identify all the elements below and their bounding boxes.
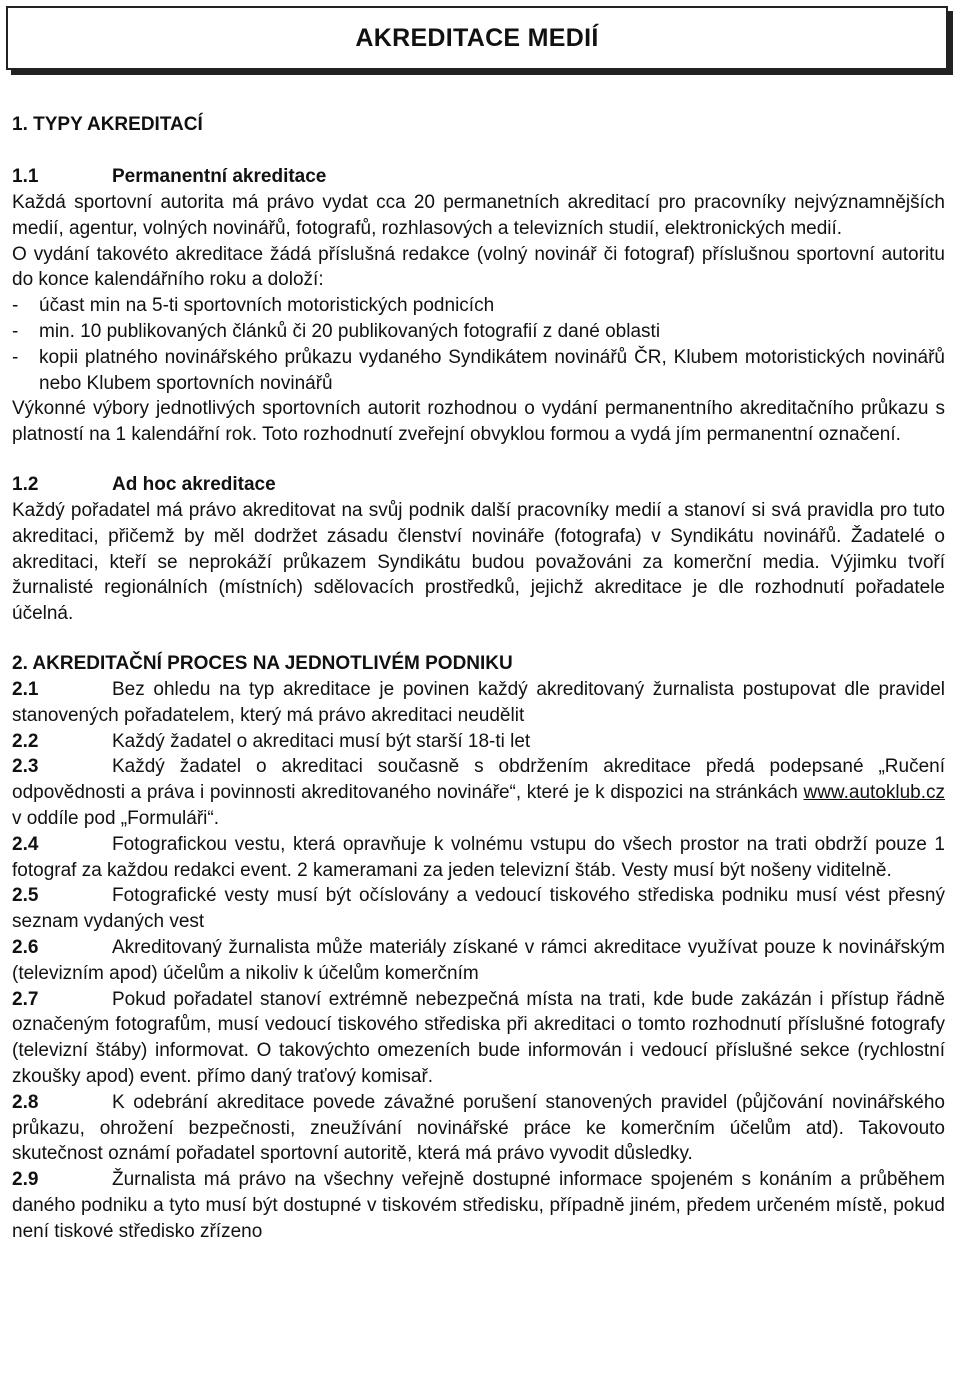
clause-2-2: 2.2 Každý žadatel o akreditaci musí být starší 18-ti let bbox=[12, 730, 531, 752]
list-item: - účast min na 5-ti sportovních motoristických podnicích bbox=[12, 295, 495, 317]
clause-2-1: 2.1 Bez ohledu na typ akreditace je povinen každý akreditovaný žurnalista postupovat dle pravidel stanovených pořadatelem, který má právo akreditaci neudělit bbox=[12, 678, 945, 726]
subsection-1-2-num-sub: 2 bbox=[27, 473, 39, 495]
clause-2-9: 2.9 Žurnalista má právo na všechny veřejně dostupné informace spojeném s konáním a průběhem daného podniku a tyto musí být dostupné v tiskovém středisku, případně jiném, předem určeném místě, pokud není tiskové středisko zřízeno bbox=[12, 1169, 945, 1242]
list-item: - kopii platného novinářského průkazu vydaného Syndikátem novinářů ČR, Klubem motoristických novinářů nebo Klubem sportovních novinářů bbox=[12, 346, 945, 394]
list-item: - min. 10 publikovaných článků či 20 publikovaných fotografií z dané oblasti bbox=[12, 320, 661, 342]
paragraph: Každý pořadatel má právo akreditovat na svůj podnik další pracovníky medií a stanoví si svá pravidla pro tuto akreditaci, přičemž by měl dodržet zásadu členství novináře (fotografa) v Syndikátu novinářů. Žadatelé o akreditaci, kteří se neprokáží průkazem Syndikátu budou považováni za komerční media. Výjimku tvoří žurnalisté regionálních (místních) sdělovacích prostředků, jejichž akreditace je dle rozhodnutí pořadatele účelná. bbox=[12, 499, 945, 625]
page-title: AKREDITACE MEDIÍ bbox=[355, 23, 599, 52]
section-2-heading: 2. AKREDITAČNÍ PROCES NA JEDNOTLIVÉM PODNIKU bbox=[12, 652, 513, 674]
document-body bbox=[12, 112, 945, 1244]
subsection-1-1-title: Permanentní akreditace bbox=[112, 166, 327, 187]
subsection-1-1-heading bbox=[12, 164, 945, 190]
clause-2-6: 2.6 Akreditovaný žurnalista může materiály získané v rámci akreditace využívat pouze k novinářským (televizním apod) účelům a nikoliv k účelům komerčním bbox=[12, 936, 945, 984]
clause-2-7: 2.7 Pokud pořadatel stanoví extrémně nebezpečná místa na trati, kde bude zakázán i přístup řádně označeným fotografům, musí vedoucí tiskového střediska při akreditaci o tomto rozhodnutí příslušné fotografy (televizní štáby) informovat. O takovýchto omezeních bude informován i vedoucí příslušné sekce (rychlostní zkoušky apod) event. přímo daný traťový komisař. bbox=[12, 988, 945, 1087]
subsection-1-1-num-sub: 1 bbox=[27, 166, 39, 187]
autoklub-link[interactable]: www.autoklub.cz bbox=[803, 782, 945, 804]
clause-2-5: 2.5 Fotografické vesty musí být očíslovány a vedoucí tiskového střediska podniku musí vést přesný seznam vydaných vest bbox=[12, 885, 945, 933]
clause-2-4: 2.4 Fotografickou vestu, která opravňuje k volnému vstupu do všech prostor na trati obdrží pouze 1 fotograf za každou redakci event. 2 kameramani za jeden televizní štáb. Vesty musí být nošeny viditelně. bbox=[12, 833, 945, 881]
subsection-1-2-heading bbox=[12, 472, 945, 498]
subsection-1-2-num-main: 1. bbox=[12, 473, 28, 495]
clause-2-8: 2.8 K odebrání akreditace povede závažné porušení stanovených pravidel (půjčování novinářského průkazu, ohrožení bezpečnosti, zneužívání novinářské práce ke komerčním účelům atd). Takovouto skutečnost oznámí pořadatel sportovní autoritě, která má právo vyvodit důsledky. bbox=[12, 1091, 945, 1165]
subsection-1-1-num-main: 1. bbox=[12, 166, 28, 187]
paragraph: Výkonné výbory jednotlivých sportovních autorit rozhodnou o vydání permanentního akreditačního průkazu s platností na 1 kalendářní rok. Toto rozhodnutí zveřejní obvyklou formou a vydá jím permanentní označení. bbox=[12, 398, 945, 446]
title-box bbox=[6, 6, 948, 70]
paragraph: O vydání takovéto akreditace žádá příslušná redakce (volný novinář či fotograf) příslušnou sportovní autoritu do konce kalendářního roku a doloží: bbox=[12, 243, 945, 291]
paragraph: Každá sportovní autorita má právo vydat cca 20 permanetních akreditací pro pracovníky nejvýznamnějších medií, agentur, volných novinářů, fotografů, rozhlasových a televizních studií, elektronických medií. bbox=[12, 192, 945, 239]
subsection-1-2-title: Ad hoc akreditace bbox=[112, 473, 276, 495]
clause-2-3: 2.3 Každý žadatel o akreditaci současně s obdržením akreditace předá podepsané „Ručení odpovědnosti a práva i povinnosti akreditovaného novináře“, které je k dispozici na stránkách www.autoklub.cz v oddíle pod „Formuláři“. bbox=[12, 756, 945, 829]
section-1-heading: 1. TYPY AKREDITACÍ bbox=[12, 114, 203, 135]
